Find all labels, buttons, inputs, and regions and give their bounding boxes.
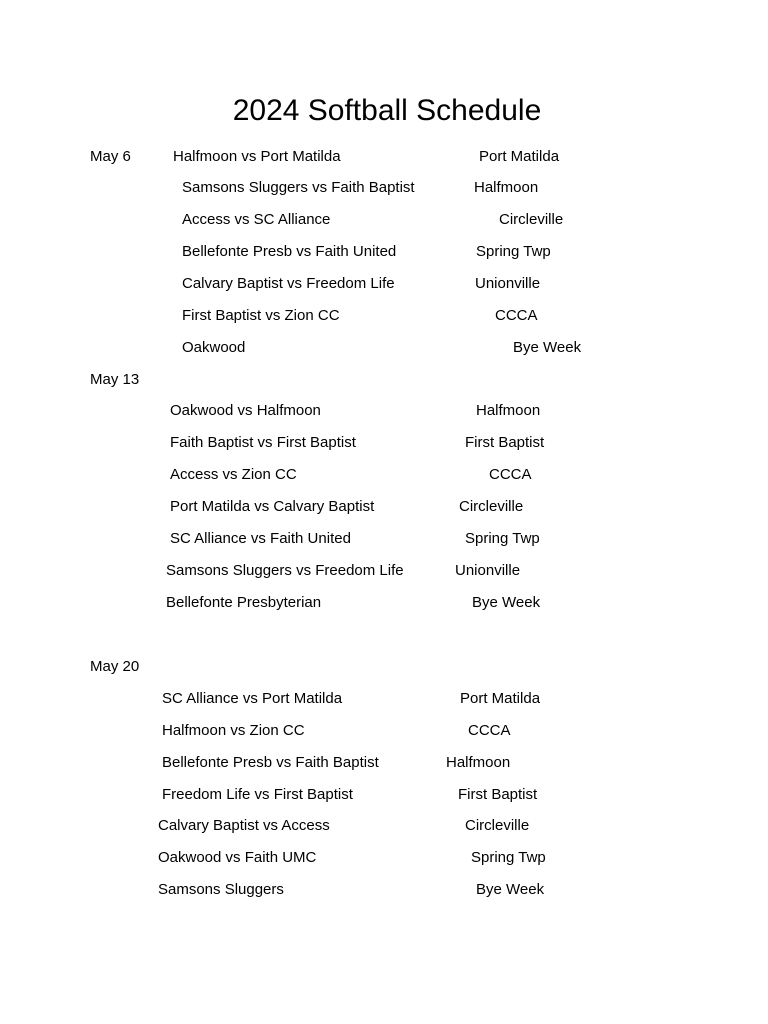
game-matchup: Halfmoon vs Zion CC	[162, 722, 305, 739]
game-matchup: Access vs Zion CC	[170, 466, 297, 483]
game-matchup: Bellefonte Presbyterian	[166, 594, 322, 611]
game-location: Spring Twp	[471, 849, 546, 866]
game-location: Halfmoon	[476, 402, 541, 419]
game-matchup: Samsons Sluggers vs Freedom Life	[166, 562, 404, 579]
game-location: Bye Week	[476, 881, 545, 898]
game-matchup: First Baptist vs Zion CC	[182, 307, 340, 324]
game-location: Spring Twp	[465, 530, 540, 547]
week-date: May 13	[90, 371, 140, 388]
game-matchup: Port Matilda vs Calvary Baptist	[170, 498, 375, 515]
game-location: Port Matilda	[479, 148, 560, 165]
game-matchup: SC Alliance vs Faith United	[170, 530, 351, 547]
game-location: Unionville	[455, 562, 521, 579]
game-location: Spring Twp	[476, 243, 551, 260]
game-location: Halfmoon	[446, 754, 511, 771]
game-location: Bye Week	[472, 594, 541, 611]
game-matchup: Calvary Baptist vs Freedom Life	[182, 275, 395, 292]
game-matchup: SC Alliance vs Port Matilda	[162, 690, 343, 707]
game-matchup: Samsons Sluggers	[158, 881, 284, 898]
game-matchup: Bellefonte Presb vs Faith United	[182, 243, 397, 260]
game-location: CCCA	[468, 722, 511, 739]
game-location: Circleville	[465, 817, 530, 834]
game-matchup: Calvary Baptist vs Access	[158, 817, 330, 834]
game-matchup: Access vs SC Alliance	[182, 211, 331, 228]
game-matchup: Halfmoon vs Port Matilda	[173, 148, 341, 165]
week-date: May 6	[90, 148, 131, 165]
game-location: CCCA	[489, 466, 532, 483]
game-location: First Baptist	[465, 434, 545, 451]
game-location: First Baptist	[458, 786, 538, 803]
game-matchup: Oakwood vs Halfmoon	[170, 402, 321, 419]
week-date: May 20	[90, 658, 140, 675]
game-matchup: Freedom Life vs First Baptist	[162, 786, 353, 803]
game-location: Halfmoon	[474, 179, 539, 196]
game-location: Unionville	[475, 275, 541, 292]
game-matchup: Samsons Sluggers vs Faith Baptist	[182, 179, 415, 196]
game-matchup: Oakwood vs Faith UMC	[158, 849, 317, 866]
game-location: Circleville	[459, 498, 524, 515]
game-matchup: Faith Baptist vs First Baptist	[170, 434, 356, 451]
game-location: CCCA	[495, 307, 538, 324]
page-title: 2024 Softball Schedule	[232, 94, 542, 127]
game-matchup: Bellefonte Presb vs Faith Baptist	[162, 754, 379, 771]
game-location: Bye Week	[513, 339, 582, 356]
game-location: Circleville	[499, 211, 564, 228]
game-location: Port Matilda	[460, 690, 541, 707]
game-matchup: Oakwood	[182, 339, 246, 356]
